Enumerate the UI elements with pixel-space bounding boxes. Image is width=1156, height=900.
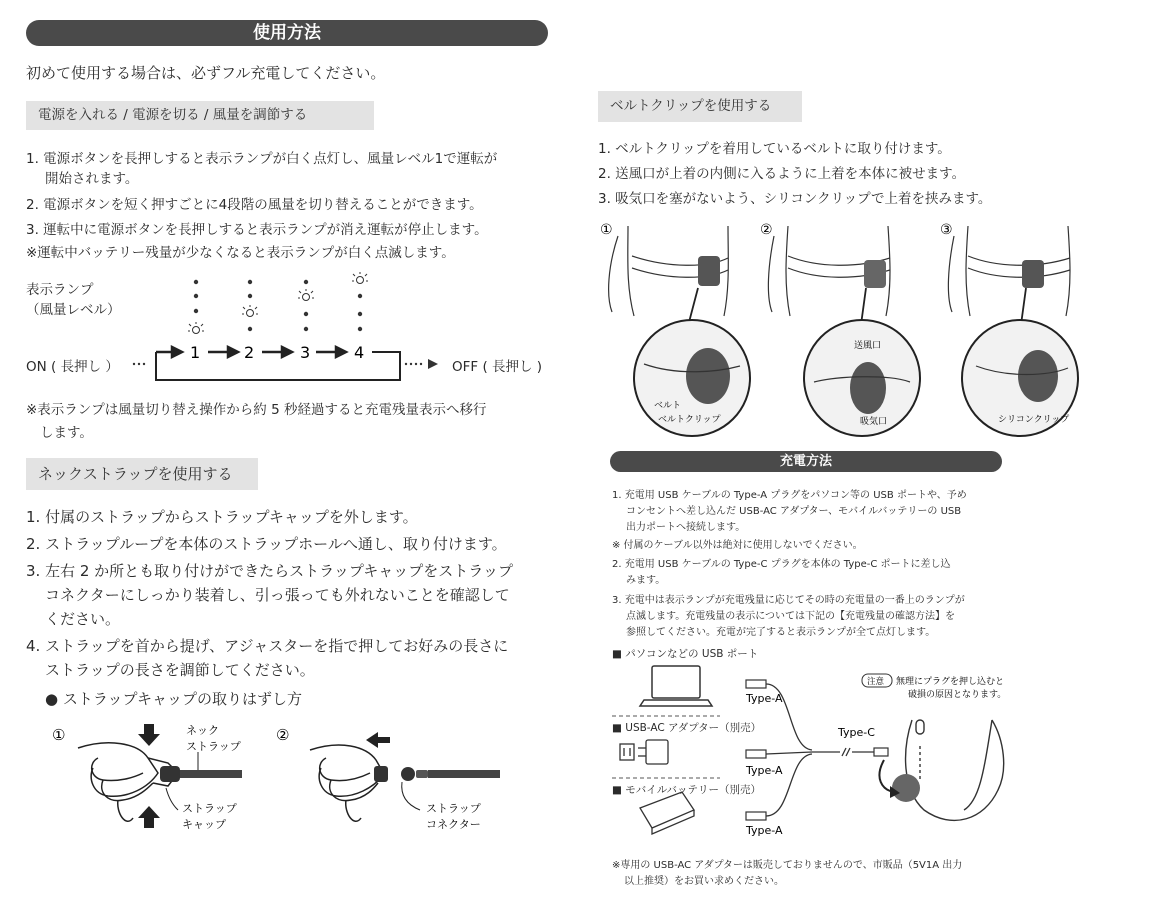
strap-cap-figure <box>48 718 528 843</box>
level-3: 3 <box>300 343 311 362</box>
charge-title-bar <box>610 451 1002 472</box>
label-inlet: 吸気口 <box>860 417 888 427</box>
waist-illustrations <box>609 226 1070 316</box>
type-c-port <box>892 774 920 802</box>
lamp-dots <box>194 280 362 331</box>
strap-cap-subheading: ● ストラップキャップの取りはずし方 <box>45 690 302 708</box>
type-c-plug <box>874 748 888 756</box>
belt-fig-num-3: ③ <box>940 222 953 238</box>
label-outlet: 送風口 <box>854 341 882 351</box>
lamp-level-diagram <box>120 270 460 390</box>
neck-strap-2 <box>428 770 500 778</box>
conn-label-1: ストラップ <box>426 802 481 815</box>
strap-step-4: 4. ストラップを首から提げ、アジャスターを指で押してお好みの長さに <box>26 637 509 655</box>
off-label: OFF ( 長押し ) <box>452 359 543 375</box>
conn-label-2: コネクター <box>426 818 481 831</box>
pull-arrow-left <box>366 732 390 748</box>
caution-line-2: 破損の原因となります。 <box>908 690 1007 700</box>
charge-step-2: 2. 充電用 USB ケーブルの Type-C プラグを本体の Type-C ポートに差し込 <box>612 559 951 570</box>
strap-step-4-cont: ストラップの長さを調節してください。 <box>45 661 315 679</box>
on-label: ON ( 長押し ） <box>26 359 119 375</box>
strap-step-3: 3. 左右 2 か所とも取り付けができたらストラップキャップをストラップ <box>26 562 513 580</box>
fig-2-number: ② <box>276 726 290 744</box>
charge-step-3-cont1: 点滅します。充電残量の表示については下記の【充電残量の確認方法】を <box>626 611 955 622</box>
usage-title: 使用方法 <box>253 23 321 43</box>
power-step-2: 2. 電源ボタンを短く押すごとに4段階の風量を切り替えることができます。 <box>26 197 483 213</box>
source-adapter-label: ■ USB-AC アダプター（別売） <box>612 722 762 734</box>
insert-arrow <box>879 760 894 792</box>
label-belt: ベルト <box>654 401 682 411</box>
charge-warning: ※ 付属のケーブル以外は絶対に使用しないでください。 <box>612 540 863 551</box>
section-strap-heading: ネックストラップを使用する <box>26 458 258 490</box>
charge-title: 充電方法 <box>779 454 832 469</box>
type-a-label-2: Type-A <box>746 764 783 777</box>
usage-title-bar <box>26 20 548 46</box>
caution-line-1: 無理にプラグを押し込むと <box>896 677 1005 687</box>
adapter-icon <box>620 740 668 764</box>
strap-cap-2 <box>374 766 388 782</box>
belt-step-2: 2. 送風口が上着の内側に入るように上着を本体に被せます。 <box>598 166 966 182</box>
charging-diagram <box>612 660 1022 850</box>
push-arrow-up <box>138 806 160 828</box>
lamp-level-label: （風量レベル） <box>26 302 121 318</box>
level-2: 2 <box>244 343 255 362</box>
level-4: 4 <box>354 343 365 362</box>
strap-cap-1 <box>160 766 180 782</box>
source-pc-label: ■ パソコンなどの USB ポート <box>612 648 759 660</box>
lamp-note: ※表示ランプは風量切り替え操作から約 5 秒経過すると充電残量表示へ移行 <box>26 402 487 418</box>
belt-step-3: 3. 吸気口を塞がないよう、シリコンクリップで上着を挟みます。 <box>598 191 992 207</box>
strap-step-3-cont1: コネクターにしっかり装着し、引っ張っても外れないことを確認して <box>45 586 510 604</box>
belt-clip-figure <box>598 216 1070 442</box>
dotted-arrows <box>133 359 438 369</box>
type-c-label: Type-C <box>838 726 875 739</box>
caution-tag-text: 注意 <box>867 677 885 687</box>
charge-step-2-cont: みます。 <box>626 575 666 586</box>
device-3 <box>1022 260 1044 288</box>
source-battery-label: ■ モバイルバッテリー（別売） <box>612 784 762 796</box>
charge-step-3-cont2: 参照してください。充電が完了すると表示ランプが全て点灯します。 <box>626 627 936 638</box>
fig-1-number: ① <box>52 726 66 744</box>
type-a-label-1: Type-A <box>746 692 783 705</box>
belt-fig-num-1: ① <box>600 222 613 238</box>
lamp-label: 表示ランプ <box>26 282 94 298</box>
strap-connector <box>401 767 415 781</box>
power-step-1: 1. 電源ボタンを長押しすると表示ランプが白く点灯し、風量レベル1で運転が <box>26 151 498 167</box>
power-note: ※運転中バッテリー残量が少なくなると表示ランプが白く点滅します。 <box>26 245 455 261</box>
device-2 <box>864 260 886 288</box>
neck-fan-device <box>906 720 1004 820</box>
cap-label-2: キャップ <box>182 818 226 831</box>
strap-step-3-cont2: ください。 <box>45 610 121 628</box>
belt-fig-num-2: ② <box>760 222 773 238</box>
laptop-icon <box>640 666 712 706</box>
charge-step-3: 3. 充電中は表示ランプが充電残量に応じてその時の充電量の一番上のランプが <box>612 595 965 606</box>
mobile-battery-icon <box>640 792 694 834</box>
section-belt-heading: ベルトクリップを使用する <box>598 91 802 122</box>
type-a-label-3: Type-A <box>746 824 783 837</box>
charge-footer: ※専用の USB-AC アダプターは販売しておりませんので、市販品（5V1A 出力 <box>612 860 963 871</box>
label-belt-clip: ベルトクリップ <box>658 415 721 425</box>
charge-step-1-cont2: 出力ポートへ接続します。 <box>626 522 746 533</box>
push-arrow-down <box>138 724 160 746</box>
section-power-heading: 電源を入れる / 電源を切る / 風量を調節する <box>26 101 374 130</box>
label-silicon-clip: シリコンクリップ <box>998 415 1070 425</box>
hand-2-illustration <box>310 745 384 821</box>
strap-step-1: 1. 付属のストラップからストラップキャップを外します。 <box>26 508 418 526</box>
neck-label-2: ストラップ <box>186 740 241 753</box>
charge-footer-cont: 以上推奨）をお買い求めください。 <box>624 876 784 887</box>
cap-label-1: ストラップ <box>182 802 237 815</box>
device-1 <box>698 256 720 286</box>
power-step-1-cont: 開始されます。 <box>45 171 139 187</box>
charge-step-1: 1. 充電用 USB ケーブルの Type-A プラグをパソコン等の USB ポートや、予め <box>612 490 967 501</box>
strap-step-2: 2. ストラップループを本体のストラップホールへ通し、取り付けます。 <box>26 535 507 553</box>
hand-1-illustration <box>78 743 178 821</box>
belt-step-1: 1. ベルトクリップを着用しているベルトに取り付けます。 <box>598 141 951 157</box>
neck-strap-1 <box>180 770 242 778</box>
lamp-note-cont: します。 <box>40 425 93 441</box>
intro-text: 初めて使用する場合は、必ずフル充電してください。 <box>26 64 386 82</box>
level-1: 1 <box>190 343 201 362</box>
power-step-3: 3. 運転中に電源ボタンを長押しすると表示ランプが消え運転が停止します。 <box>26 222 488 238</box>
neck-label-1: ネック <box>186 724 219 737</box>
lamp-lit-icons <box>188 272 368 334</box>
charge-step-1-cont1: コンセントへ差し込んだ USB-AC アダプター、モバイルバッテリーの USB <box>626 506 962 517</box>
